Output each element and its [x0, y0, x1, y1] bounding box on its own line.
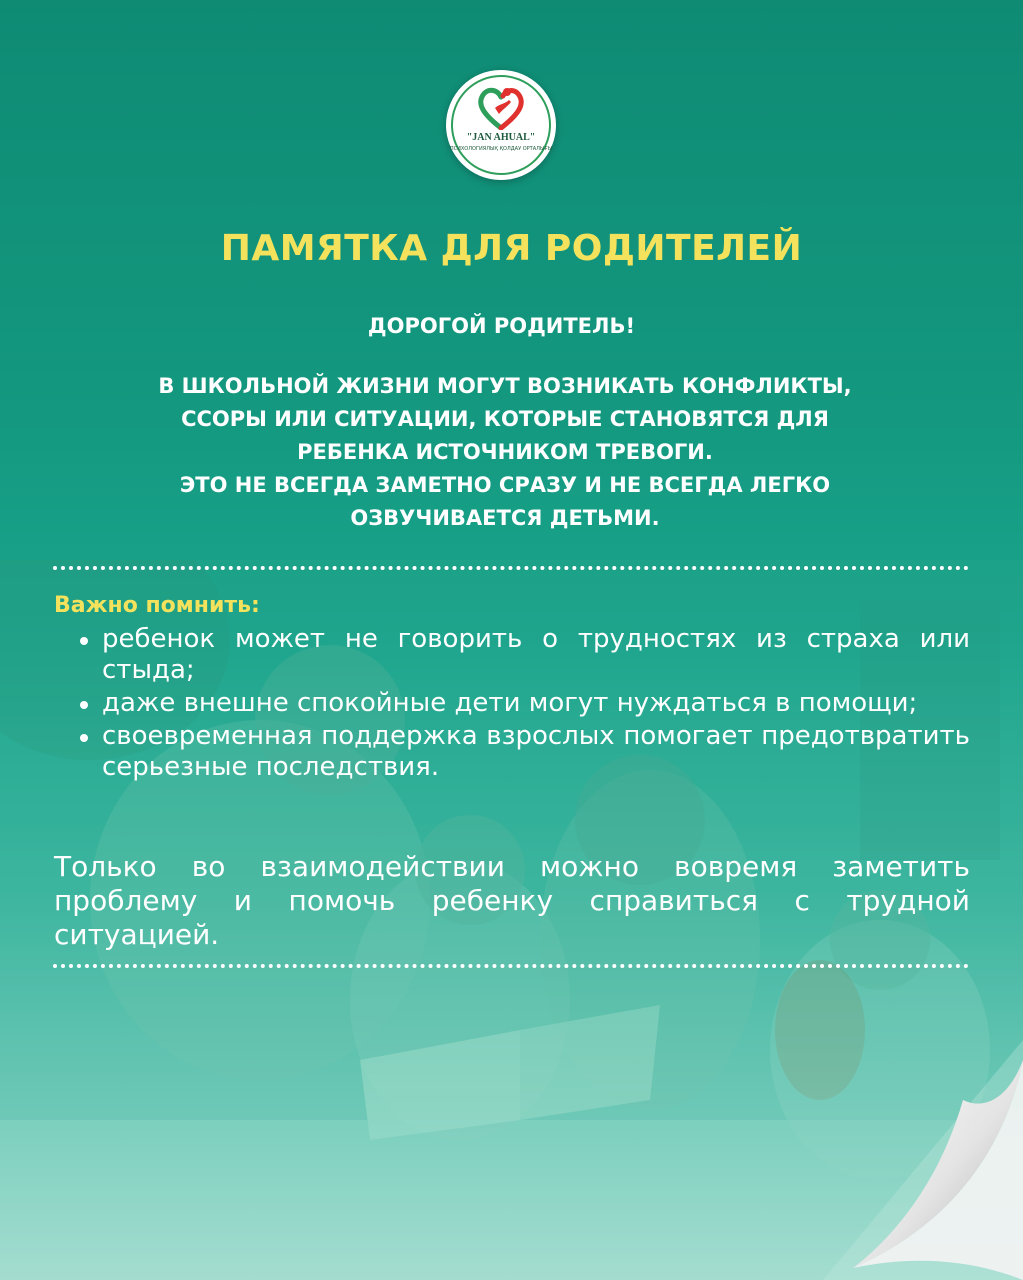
intro-line: В ШКОЛЬНОЙ ЖИЗНИ МОГУТ ВОЗНИКАТЬ КОНФЛИКТЫ, [158, 374, 852, 398]
dotted-divider-bottom [53, 964, 969, 968]
intro-line: ССОРЫ ИЛИ СИТУАЦИИ, КОТОРЫЕ СТАНОВЯТСЯ ДЛЯ [181, 407, 829, 431]
intro-text [60, 370, 950, 535]
list-item [54, 688, 970, 719]
intro-line: РЕБЕНКА ИСТОЧНИКОМ ТРЕВОГИ. [297, 440, 713, 464]
bullet-icon [80, 637, 88, 645]
list-item-text: даже внешне спокойные дети могут нуждаться в помощи; [102, 688, 918, 718]
closing-paragraph: Только во взаимодействии можно вовремя заметить проблему и помочь ребенку справиться с трудной ситуацией. [54, 850, 970, 951]
bullet-icon [80, 701, 88, 709]
list-item [54, 721, 970, 783]
logo-name: "JAN AHUAL" [466, 132, 536, 143]
intro-line: ОЗВУЧИВАЕТСЯ ДЕТЬМИ. [350, 506, 660, 530]
dotted-divider-top [53, 566, 969, 570]
organization-logo [446, 70, 556, 180]
logo-subtitle: ПСИХОЛОГИЯЛЫҚ ҚОЛДАУ ОРТАЛЫҒЫ [449, 146, 553, 152]
page-title: ПАМЯТКА ДЛЯ РОДИТЕЛЕЙ [220, 228, 803, 269]
page-curl-icon [823, 1040, 1023, 1280]
list-item-text: своевременная поддержка взрослых помогает предотвратить серьезные последствия. [102, 721, 970, 782]
important-list [54, 624, 970, 785]
greeting: ДОРОГОЙ РОДИТЕЛЬ! [367, 314, 636, 338]
list-item-text: ребенок может не говорить о трудностях из страха или стыда; [102, 624, 970, 685]
important-heading: Важно помнить: [54, 593, 260, 618]
heart-with-person-icon [477, 86, 525, 130]
bullet-icon [80, 734, 88, 742]
list-item [54, 624, 970, 686]
intro-line: ЭТО НЕ ВСЕГДА ЗАМЕТНО СРАЗУ И НЕ ВСЕГДА ЛЕГКО [179, 473, 831, 497]
